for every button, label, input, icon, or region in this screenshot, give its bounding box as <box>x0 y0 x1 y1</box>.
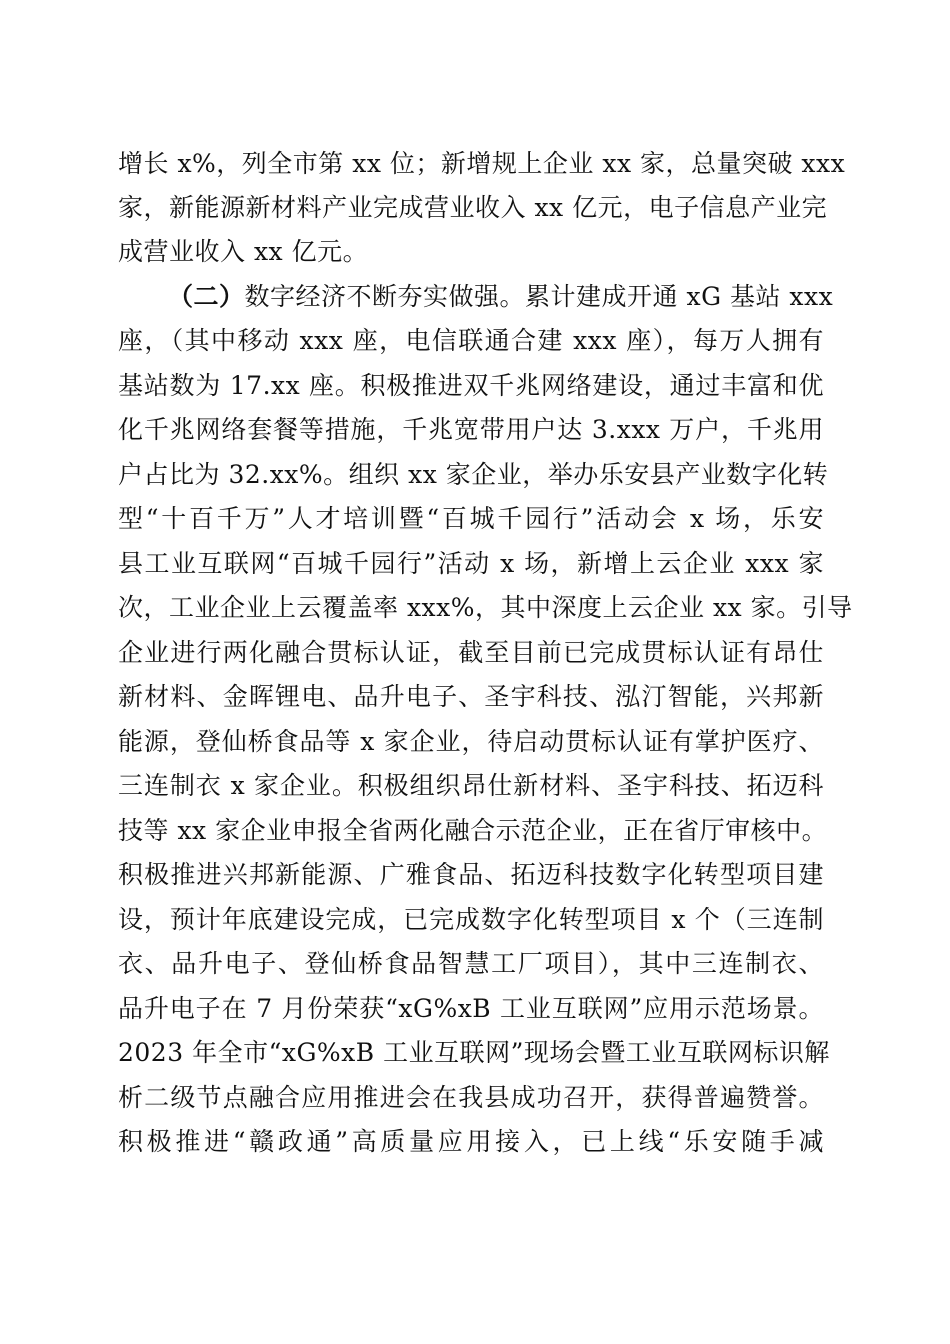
text-line: 成营业收入 xx 亿元。 <box>118 237 369 266</box>
text-line: 型“十百千万”人才培训暨“百城千园行”活动会 x 场，乐安 <box>118 504 824 533</box>
text-line: 户占比为 32.xx%。组织 xx 家企业，举办乐安县产业数字化转 <box>118 460 829 489</box>
text-line: 技等 xx 家企业申报全省两化融合示范企业，正在省厅审核中。 <box>118 816 828 845</box>
text-line: 县工业互联网“百城千园行”活动 x 场，新增上云企业 xxx 家 <box>118 549 824 578</box>
text-line: 企业进行两化融合贯标认证，截至目前已完成贯标认证有昂仕 <box>118 638 824 667</box>
text-line: 积极推进“赣政通”高质量应用接入，已上线“乐安随手减 <box>118 1127 824 1156</box>
text-line: 品升电子在 7 月份荣获“xG%xB 工业互联网”应用示范场景。 <box>118 994 824 1023</box>
text-line: 三连制衣 x 家企业。积极组织昂仕新材料、圣宇科技、拓迈科 <box>118 771 824 800</box>
section-heading-text: 数字经济不断夯实做强。累计建成开通 xG 基站 xxx <box>244 282 834 311</box>
text-line: 座，（其中移动 xxx 座，电信联通合建 xxx 座），每万人拥有 <box>118 326 824 355</box>
section-heading-line <box>168 279 834 315</box>
section-number: （二） <box>168 282 245 311</box>
text-line: 化千兆网络套餐等措施，千兆宽带用户达 3.xxx 万户，千兆用 <box>118 415 824 444</box>
text-line: 增长 x%，列全市第 xx 位；新增规上企业 xx 家，总量突破 xxx <box>118 149 846 178</box>
text-line: 积极推进兴邦新能源、广雅食品、拓迈科技数字化转型项目建 <box>118 860 824 889</box>
text-line: 衣、品升电子、登仙桥食品智慧工厂项目），其中三连制衣、 <box>118 949 824 978</box>
text-line: 能源，登仙桥食品等 x 家企业，待启动贯标认证有掌护医疗、 <box>118 727 824 756</box>
text-line: 家，新能源新材料产业完成营业收入 xx 亿元，电子信息产业完 <box>118 193 828 222</box>
text-line: 设，预计年底建设完成，已完成数字化转型项目 x 个（三连制 <box>118 905 824 934</box>
text-line: 析二级节点融合应用推进会在我县成功召开，获得普遍赞誉。 <box>118 1083 824 1112</box>
text-line: 次，工业企业上云覆盖率 xxx%，其中深度上云企业 xx 家。引导 <box>118 593 853 622</box>
text-line: 新材料、金晖锂电、品升电子、圣宇科技、泓汀智能，兴邦新 <box>118 682 824 711</box>
text-line: 2023 年全市“xG%xB 工业互联网”现场会暨工业互联网标识解 <box>118 1038 830 1067</box>
text-line: 基站数为 17.xx 座。积极推进双千兆网络建设，通过丰富和优 <box>118 371 824 400</box>
